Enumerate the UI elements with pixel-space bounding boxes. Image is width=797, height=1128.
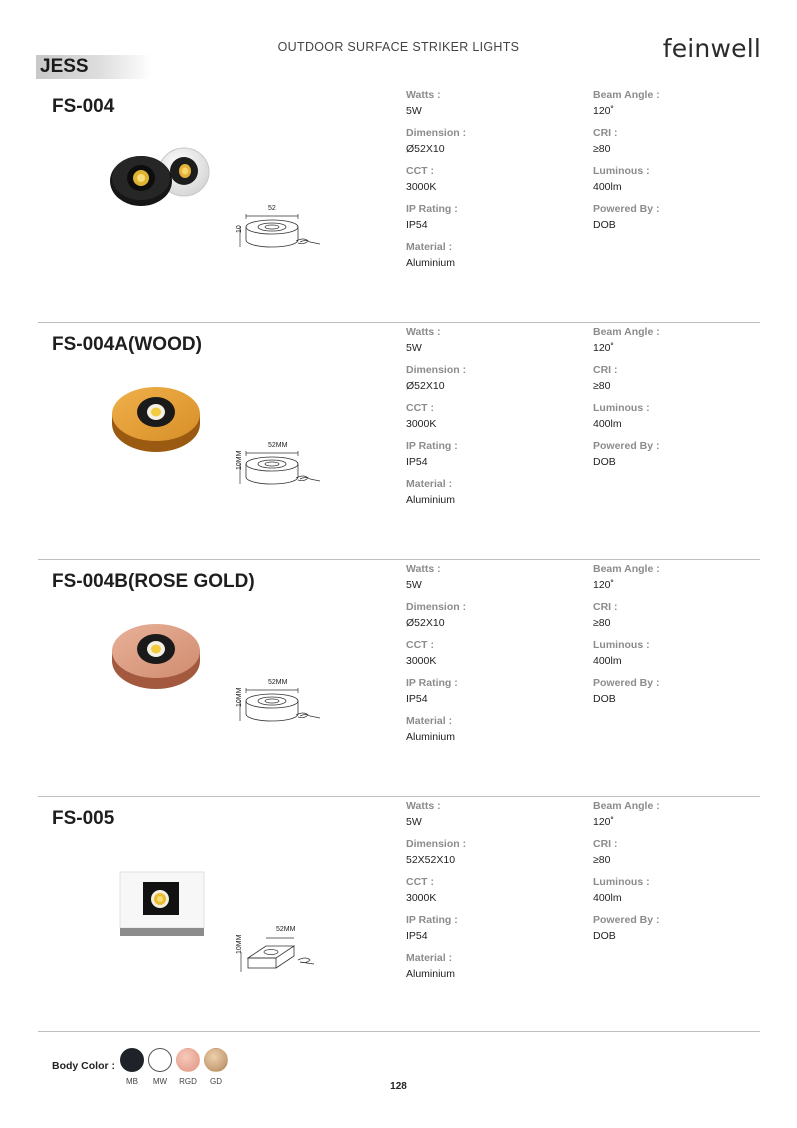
spec-value-powered-by: DOB (593, 456, 616, 468)
spec-value-dimension: Ø52X10 (406, 617, 445, 629)
spec-label-cct: CCT : (406, 402, 434, 414)
model-name: FS-004B(ROSE GOLD) (52, 571, 255, 592)
section-divider (38, 559, 760, 560)
series-name: JESS (40, 56, 89, 77)
spec-label-ip-rating: IP Rating : (406, 440, 458, 452)
spec-value-luminous: 400lm (593, 892, 622, 904)
drawing-height-label: 10MM (236, 450, 243, 470)
spec-value-ip-rating: IP54 (406, 693, 428, 705)
spec-value-material: Aluminium (406, 731, 456, 743)
spec-value-cct: 3000K (406, 181, 437, 193)
product-section (0, 559, 797, 796)
product-photo (106, 147, 218, 214)
model-name: FS-005 (52, 808, 115, 829)
spec-label-ip-rating: IP Rating : (406, 677, 458, 689)
drawing-width-label: 52MM (268, 442, 288, 449)
spec-label-material: Material : (406, 241, 453, 253)
spec-value-ip-rating: IP54 (406, 219, 428, 231)
spec-value-cct: 3000K (406, 892, 437, 904)
drawing-height-label: 10MM (236, 687, 243, 707)
spec-value-beam-angle: 120˚ (593, 105, 615, 117)
spec-label-dimension: Dimension : (406, 838, 467, 850)
spec-label-cct: CCT : (406, 639, 434, 651)
spec-value-powered-by: DOB (593, 930, 616, 942)
body-color-label: Body Color : (52, 1060, 115, 1072)
color-swatch-rgd (176, 1048, 200, 1072)
spec-label-luminous: Luminous : (593, 639, 650, 651)
spec-label-cri: CRI : (593, 127, 618, 139)
spec-value-cri: ≥80 (593, 617, 611, 629)
spec-label-material: Material : (406, 478, 453, 490)
product-section (0, 322, 797, 559)
page-number: 128 (390, 1081, 407, 1092)
color-swatch-gd (204, 1048, 228, 1072)
spec-label-beam-angle: Beam Angle : (593, 326, 660, 338)
product-section (0, 85, 797, 322)
dimension-drawing (236, 211, 336, 266)
footer-divider (38, 1031, 760, 1032)
color-code: RGD (179, 1077, 197, 1086)
spec-value-ip-rating: IP54 (406, 456, 428, 468)
spec-label-cct: CCT : (406, 165, 434, 177)
spec-value-watts: 5W (406, 105, 422, 117)
spec-value-ip-rating: IP54 (406, 930, 428, 942)
drawing-width-label: 52MM (268, 679, 288, 686)
spec-label-beam-angle: Beam Angle : (593, 89, 660, 101)
section-divider (38, 322, 760, 323)
color-swatch-mb (120, 1048, 144, 1072)
spec-label-ip-rating: IP Rating : (406, 914, 458, 926)
spec-value-dimension: 52X52X10 (406, 854, 456, 866)
spec-value-cct: 3000K (406, 655, 437, 667)
spec-label-powered-by: Powered By : (593, 914, 660, 926)
spec-label-powered-by: Powered By : (593, 203, 660, 215)
spec-value-cri: ≥80 (593, 854, 611, 866)
model-name: FS-004 (52, 96, 115, 117)
spec-label-cri: CRI : (593, 838, 618, 850)
spec-label-watts: Watts : (406, 563, 441, 575)
dimension-drawing (236, 448, 336, 503)
drawing-width-label: 52 (268, 205, 276, 212)
spec-label-dimension: Dimension : (406, 127, 467, 139)
spec-label-watts: Watts : (406, 800, 441, 812)
model-name: FS-004A(WOOD) (52, 334, 202, 355)
spec-label-dimension: Dimension : (406, 364, 467, 376)
color-swatch-mw (148, 1048, 172, 1072)
spec-value-beam-angle: 120˚ (593, 579, 615, 591)
product-photo (110, 384, 202, 459)
spec-label-ip-rating: IP Rating : (406, 203, 458, 215)
spec-value-beam-angle: 120˚ (593, 816, 615, 828)
section-divider (38, 796, 760, 797)
spec-label-powered-by: Powered By : (593, 440, 660, 452)
spec-value-dimension: Ø52X10 (406, 143, 445, 155)
spec-label-luminous: Luminous : (593, 876, 650, 888)
spec-label-material: Material : (406, 715, 453, 727)
spec-label-cct: CCT : (406, 876, 434, 888)
spec-value-luminous: 400lm (593, 655, 622, 667)
spec-label-beam-angle: Beam Angle : (593, 800, 660, 812)
spec-label-powered-by: Powered By : (593, 677, 660, 689)
drawing-width-label: 52MM (276, 926, 296, 933)
spec-label-cri: CRI : (593, 364, 618, 376)
color-code: MB (126, 1077, 138, 1086)
spec-value-dimension: Ø52X10 (406, 380, 445, 392)
color-code: GD (210, 1077, 222, 1086)
dimension-drawing (236, 932, 336, 987)
spec-label-material: Material : (406, 952, 453, 964)
catalog-title: OUTDOOR SURFACE STRIKER LIGHTS (277, 40, 520, 54)
spec-value-material: Aluminium (406, 494, 456, 506)
brand-logo: feinwell (662, 34, 761, 63)
color-code: MW (152, 1077, 168, 1086)
spec-value-beam-angle: 120˚ (593, 342, 615, 354)
spec-value-luminous: 400lm (593, 418, 622, 430)
drawing-height-label: 10MM (236, 934, 243, 954)
drawing-height-label: 10 (236, 225, 243, 233)
product-photo (118, 870, 206, 943)
product-section (0, 796, 797, 1033)
spec-value-watts: 5W (406, 579, 422, 591)
spec-value-powered-by: DOB (593, 219, 616, 231)
spec-label-watts: Watts : (406, 326, 441, 338)
spec-value-powered-by: DOB (593, 693, 616, 705)
spec-value-material: Aluminium (406, 257, 456, 269)
spec-value-luminous: 400lm (593, 181, 622, 193)
spec-label-luminous: Luminous : (593, 165, 650, 177)
product-photo (110, 621, 202, 696)
spec-value-watts: 5W (406, 816, 422, 828)
spec-label-watts: Watts : (406, 89, 441, 101)
spec-value-watts: 5W (406, 342, 422, 354)
dimension-drawing (236, 685, 336, 740)
spec-value-material: Aluminium (406, 968, 456, 980)
spec-label-beam-angle: Beam Angle : (593, 563, 660, 575)
spec-label-luminous: Luminous : (593, 402, 650, 414)
spec-value-cct: 3000K (406, 418, 437, 430)
spec-label-dimension: Dimension : (406, 601, 467, 613)
spec-value-cri: ≥80 (593, 143, 611, 155)
spec-label-cri: CRI : (593, 601, 618, 613)
spec-value-cri: ≥80 (593, 380, 611, 392)
